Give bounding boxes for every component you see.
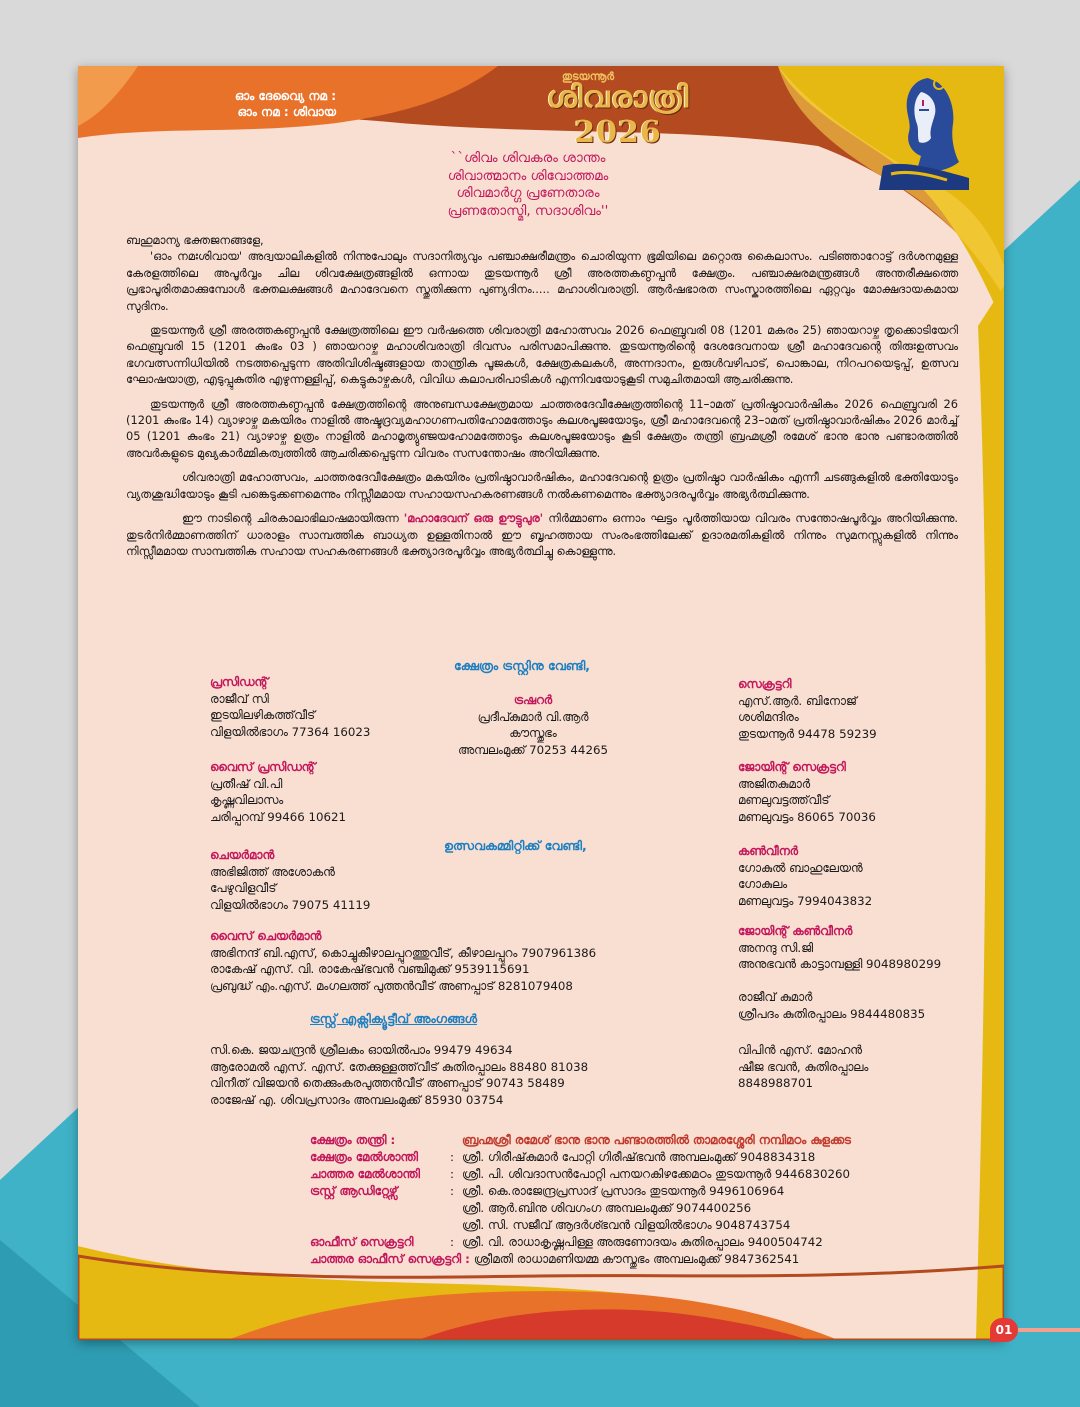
paragraph-5-start: ഈ നാടിന്റെ ചിരകാലാഭിലാഷമായിരുന്ന [182,511,404,526]
vipin-line-2: ഷീജ ഭവൻ, കുതിരപ്പാലം [738,1059,869,1074]
logo-place-name: തുടയന്നൂർ [561,70,615,83]
paragraph-5-end: നിർമ്മാണം ഒന്നാം ഘട്ടം പൂർത്തിയായ വിവരം സന്തോഷപൂർവ്വം അറിയിക്കുന്നു. തുടർനിർമ്മാണത്തിന് ധാരാളം സാമ്പത്തിക ബാധ്യത ഉള്ളതിനാൽ ഈ ബൃഹത്തായ സംരംഭത്തിലേക്ക് ഉദാരമതികളിൽ നിന്നും സുമനസ്സുകളിൽ നിന്നും നിസ്സീമമായ സാമ്പത്തിക സഹായ സഹകരണങ്ങൾ ഭക്ത്യാദരപൂർവ്വം അഭ്യർത്ഥിച്ചു കൊള്ളുന്നു. [126,511,959,558]
vice-president-name: പ്രതീഷ് വി.പി [210,776,283,791]
official-role: ക്ഷേത്രം തന്ത്രി : [310,1133,396,1147]
official-value: ശ്രീ. സി. സജീവ് ആദർശ്ഭവൻ വിളയിൽഭാഗം 9048743754 [462,1218,791,1232]
sloka-line-2: ശിവാത്മാനം ശിവോത്തമം [447,167,609,184]
official-value: ശ്രീ. വി. രാധാകൃഷ്ണപിള്ള അരുണോദയം കുതിരപ്പാലം 9400504742 [462,1235,823,1249]
rajeev-line-2: ശ്രീപദം കുതിരപ്പാലം 9844480835 [738,1006,926,1021]
official-row [310,1183,851,1200]
official-colon [450,1132,462,1149]
joint-convener-line-2: അനുഭവൻ കാട്ടാമ്പള്ളി 9048980299 [738,957,942,971]
official-row [310,1217,851,1234]
vice-president-house: കൃഷ്ണവിലാസം [210,793,284,807]
sloka-verse [338,150,718,220]
official-colon: : [450,1150,454,1164]
paragraph-4: ശിവരാത്രി മഹോത്സവം, ചാത്തരദേവീക്ഷേത്രം മകയിരം പ്രതിഷ്ഠാവാർഷികം, മഹാദേവന്റെ ഉത്രം പ്രതിഷ്ഠാ വാർഷികം എന്നീ ചടങ്ങുകളിൽ ഭക്തിയോടും വ്യതശുദ്ധിയോടും കൂടി പങ്കെടുക്കണമെന്നും നിസ്സീമമായ സഹായസഹകരണങ്ങൾ നൽകണമെന്നും ഭക്ത്യാദരപൂർവ്വം അഭ്യർത്ഥിക്കുന്നു. [126,470,958,501]
official-colon [450,1200,462,1217]
sloka-line-1: ``ശിവം ശിവകരം ശാന്തം [450,150,606,166]
vice-chairman-line-3: പ്രബുദ്ധ് എം.എസ്. മംഗലത്ത് പുത്തൻവീട് അണപ്പാട് 8281079408 [210,978,573,993]
convener-name: ഗോകുൽ ബാഹുലേയൻ [738,860,863,875]
vipin-line-3: 8848988701 [738,1076,814,1090]
vice-chairman-role: വൈസ് ചെയർമാൻ [210,929,322,943]
official-colon [450,1217,462,1234]
mantra-line-1: ഓം ദേവ്യൈ നമ : [234,89,336,103]
trust-treasurer [458,692,608,758]
letter-page [78,66,1004,1340]
committee-member-vipin [738,1042,868,1092]
ootupura-highlight: 'മഹാദേവന് ഒരു ഊട്ടുപുര' [403,511,544,526]
official-value: ശ്രീ. ഗിരീഷ്‌കുമാർ പോറ്റി ഗിരീഷ്‌ഭവൻ അമ്പലംമുക്ക് 9048834318 [462,1150,816,1164]
paragraph-5 [126,510,958,559]
paragraph-2: തുടയന്നൂർ ശ്രീ അരത്തകണ്ഠപ്പൻ ക്ഷേത്രത്തിലെ ഈ വർഷത്തെ ശിവരാത്രി മഹോത്സവം 2026 ഫെബ്രുവരി 08 (1201 മകരം 25) ഞായറാഴ്ച തൃക്കൊടിയേറി ഫെബ്രുവരി 15 (1201 കുംഭം 03 ) ഞായറാഴ്ച മഹാശിവരാത്രി ദിവസം പരിസമാപിക്കുന്നു. തുടയന്നൂരിന്റെ ദേശദേവനായ ശ്രീ മഹാദേവന്റെ തിരുഃഉത്സവം ഭഗവത്സന്നിധിയിൽ നടത്തപ്പെടുന്ന അതിവിശിഷ്ടങ്ങളായ താന്ത്രിക പൂജകൾ, ക്ഷേത്രകലകൾ, അന്നദാനം, ഉരുൾവഴിപാട്, പൊങ്കാല, നിറപറയെടുപ്പ്, ഉത്സവ ഘോഷയാത്ര, എടുപ്പുകുതിര എഴുന്നള്ളിപ്പ്, കെട്ടുകാഴ്ചകൾ, വിവിധ കലാപരിപാടികൾ എന്നിവയോടുകൂടി സമുചിതമായി ആചരിക്കുന്നു. [126,323,958,387]
treasurer-role: ട്രഷറർ [513,693,553,707]
secretary-name: എസ്.ആർ. ബിനോജ് [738,693,857,708]
official-role: ചാത്തര മേൽശാന്തി [310,1167,420,1181]
official-row [310,1234,851,1251]
vice-president-role: വൈസ് പ്രസിഡന്റ് [210,760,316,774]
trust-joint-secretary [738,759,876,825]
convener-place: മണലുവട്ടം 7994043832 [738,893,873,908]
treasurer-house: കൗസ്തുഭം [509,726,557,740]
treasurer-name: പ്രദീപ്കുമാർ വി.ആർ [477,709,589,724]
official-role: ട്രസ്റ്റ് ആഡിറ്റേഴ്സ് [310,1184,398,1198]
executive-members [210,1042,588,1108]
official-value: ശ്രീ. പി. ശിവദാസൻപോറ്റി പനയറകിഴക്കേമഠം തുടയന്നൂർ 9446830260 [462,1167,850,1181]
chairman-house: പേഴുവിളവീട് [210,881,277,895]
joint-secretary-place: മണലുവട്ടം 86065 70036 [738,809,876,824]
committee-convener [738,843,872,909]
paragraph-3: തുടയന്നൂർ ശ്രീ അരത്തകണ്ഠപ്പൻ ക്ഷേത്രത്തിന്റെ അനുബന്ധക്ഷേത്രമായ ചാത്തരദേവീക്ഷേത്രത്തിന്റെ 11–ാമത് പ്രതിഷ്ഠാവാർഷികം 2026 ഫെബ്രുവരി 26 (1201 കുംഭം 14) വ്യാഴാഴ്ച മകയിരം നാളിൽ അഷ്ടദ്രവ്യമഹാഗണപതിഹോമത്തോടും കലശപൂജയോടും, ശ്രീ മഹാദേവന്റെ 23–ാമത് പ്രതിഷ്ഠാവാർഷികം 2026 മാർച്ച് 05 (1201 കുംഭം 21) വ്യാഴാഴ്ച ഉത്രം നാളിൽ മഹാമൃത്യുഞ്ജയഹോമത്തോടും കലശപൂജയോടും കൂടി ക്ഷേത്രം തന്ത്രി ബ്രഹ്മശ്രീ രമേശ് ഭാനു ഭാനു പണ്ടാരത്തിൽ അവർകളുടെ മുഖ്യകാർമ്മികത്വത്തിൽ ആചരിക്കപ്പെടുന്ന വിവരം സസന്തോഷം അറിയിക്കുന്നു. [126,396,958,460]
vipin-line-1: വിപിൻ എസ്. മോഹൻ [738,1043,862,1057]
committee-vice-chairman [210,928,596,994]
trust-vice-president [210,759,346,825]
secretary-role: സെക്രട്ടറി [738,677,792,691]
shiva-portrait-icon [873,70,973,190]
president-place: വിളയിൽഭാഗം 77364 16023 [210,724,371,739]
logo-title: ശിവരാത്രി 2026 [546,80,690,150]
official-row [310,1200,851,1217]
official-role [310,1200,450,1217]
official-value: ശ്രീ. ആർ.ബിനു ശിവഗംഗ അമ്പലംമുക്ക് 9074400256 [462,1201,752,1215]
executive-member: ആരോമൽ എസ്. എസ്. തേക്കുള്ളത്ത്‌വീട് കുതിരപ്പാലം 88480 81038 [210,1059,589,1074]
chairman-role: ചെയർമാൻ [210,848,275,862]
sloka-line-3: ശിവമാർഗ്ഗ പ്രണേതാരം [456,185,600,201]
vice-president-place: ചരിപ്പറമ്പ് 99466 10621 [210,809,347,824]
executive-title: ട്രസ്റ്റ് എക്സിക്യൂട്ടീവ് അംഗങ്ങൾ [310,1011,478,1026]
committee-heading: ഉത്സവകമ്മിറ്റിക്ക് വേണ്ടി, [444,838,587,853]
joint-convener-line-1: അനന്ദു സി.ജി [738,940,814,955]
vice-chairman-line-2: രാകേഷ് എസ്. വി. രാകേഷ്‌ഭവൻ വഞ്ചിമുക്ക് 9539115691 [210,962,530,976]
official-row [310,1149,851,1166]
header-mantra [206,88,336,120]
official-colon: : [450,1184,454,1198]
sloka-line-4: പ്രണതോസ്മി, സദാശിവം'' [447,202,609,219]
mantra-line-2: ഓം നമ : ശിവായ [237,105,336,119]
joint-secretary-name: അജിതകുമാർ [738,776,811,791]
trust-president [210,674,370,740]
official-role [310,1217,450,1234]
temple-officials [310,1132,851,1268]
official-colon: : [450,1235,454,1249]
convener-house: ഗോകുലം [738,877,788,891]
president-house: ഇടയിലഴികത്ത്‌വീട് [210,708,316,722]
salutation: ബഹുമാന്യ ഭക്തജനങ്ങളേ, [126,233,264,247]
trust-secretary [738,676,877,742]
committee-chairman [210,847,370,913]
official-value: ബ്രഹ്മശ്രീ രമേശ് ഭാനു ഭാനു പണ്ടാരത്തിൽ താമരശ്ശേരി നമ്പിമഠം കുളക്കട [462,1133,851,1147]
trust-heading: ക്ഷേത്രം ട്രസ്റ്റിനു വേണ്ടി, [454,658,591,673]
committee-member-rajeev [738,989,925,1022]
executive-member: സി.കെ. ജയചന്ദ്രൻ ശ്രീലകം ഓയിൽപാം 99479 49634 [210,1043,513,1057]
joint-secretary-house: മണലുവട്ടത്ത്‌വീട് [738,793,830,807]
official-row [310,1251,851,1268]
executive-member: രാജേഷ് എ. ശിവപ്രസാദം അമ്പലംമുക്ക് 85930 03754 [210,1092,504,1107]
official-role: ക്ഷേത്രം മേൽശാന്തി [310,1150,418,1164]
treasurer-place: അമ്പലംമുക്ക് 70253 44265 [458,742,608,757]
page-number-line [1018,1328,1080,1332]
official-role: ഓഫീസ് സെക്രട്ടറി [310,1235,414,1249]
chairman-place: വിളയിൽഭാഗം 79075 41119 [210,897,371,912]
chairman-name: അഭിജിത്ത് അശോകൻ [210,864,335,879]
official-role: ചാത്തര ഓഫീസ് സെക്രട്ടറി : [310,1252,470,1266]
secretary-place: തുടയന്നൂർ 94478 59239 [738,726,877,741]
joint-convener-role: ജോയിന്റ് കൺവീനർ [738,924,853,938]
paragraph-1: 'ഓം നമഃശിവായ' അദ്വയാലികളിൽ നിന്നുപോലും സദാനിത്യവും പഞ്ചാക്ഷരീമന്ത്രം ചൊരിയുന്ന ഭൂമിയിലെ മറ്റൊരു കൈലാസം. പടിഞ്ഞാറോട്ട് ദർശനമുള്ള കേരളത്തിലെ അപൂർവ്വം ചില ശിവക്ഷേത്രങ്ങളിൽ ഒന്നായ തുടയന്നൂർ ശ്രീ അരത്തകണ്ഠപ്പൻ ക്ഷേത്രം. പഞ്ചാക്ഷരമന്ത്രങ്ങൾ അന്തരീക്ഷത്തെ പ്രഭാപൂരിതമാക്കുമ്പോൾ ഭക്തലക്ഷങ്ങൾ മഹാദേവനെ സ്തുതിക്കുന്ന പുണ്യദിനം..... മഹാശിവരാത്രി. ആർഷഭാരത സംസ്കാരത്തിലെ ഏറ്റവും മോക്ഷദായകമായ സുദിനം. [126,249,958,313]
joint-secretary-role: ജോയിന്റ് സെക്രട്ടറി [738,760,846,774]
official-row [310,1132,851,1149]
vice-chairman-line-1: അഭിനന്ദ് ബി.എസ്, കൊച്ചുകീഴാലപ്പുറത്തുവീട്, കീഴാലപ്പുറം 7907961386 [210,945,597,960]
official-row [310,1166,851,1183]
letter-body [126,232,958,567]
president-name: രാജീവ് സി [210,691,269,706]
president-role: പ്രസിഡന്റ് [210,675,269,689]
page-number: 01 [990,1318,1018,1342]
official-value: ശ്രീ. കെ.രാജേന്ദ്രപ്രസാദ് പ്രസാദം തുടയന്നൂർ 9496106964 [462,1184,785,1198]
convener-role: കൺവീനർ [738,844,798,858]
rajeev-line-1: രാജീവ് കുമാർ [738,990,813,1004]
executive-member: വിനീത് വിജയൻ തെക്കുംകരപുത്തൻവീട് അണപ്പാട് 90743 58489 [210,1076,565,1090]
official-value: ശ്രീമതി രാധാമണിയമ്മ കൗസ്തുഭം അമ്പലംമുക്ക് 9847362541 [473,1252,800,1266]
secretary-house: ശശിമന്ദിരം [738,710,799,724]
committee-joint-convener [738,923,941,973]
official-colon: : [450,1167,454,1181]
